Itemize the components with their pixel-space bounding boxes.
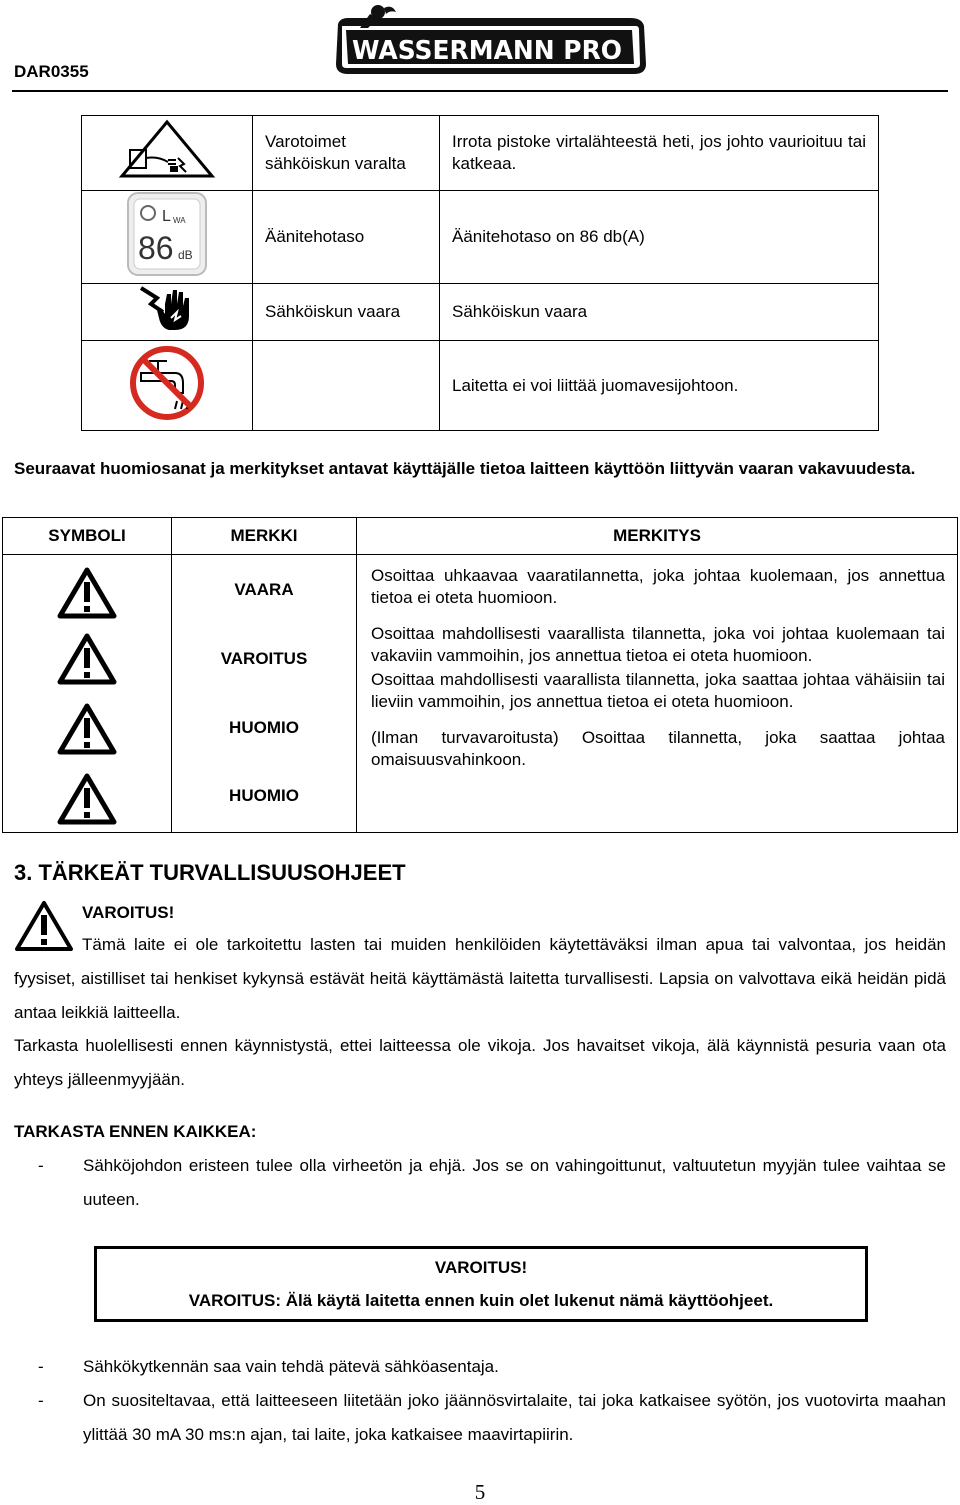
sound-power-level-icon <box>126 191 208 277</box>
signal-label-caution: HUOMIO <box>229 718 299 737</box>
list-item <box>14 1149 946 1217</box>
symbol-description: Laitetta ei voi liittää juomavesijohtoon. <box>440 341 879 431</box>
signal-meaning: Osoittaa mahdollisesti vaarallista tilannetta, joka saattaa johtaa vähäisiin tai lieviin vammoihin, jos annettua tietoa ei oteta huomioon. <box>371 670 945 711</box>
signal-words-table <box>2 517 958 833</box>
signal-label-warning: VAROITUS <box>220 649 308 668</box>
header-meaning: MERKITYS <box>357 518 958 555</box>
svg-text:86: 86 <box>138 230 174 266</box>
wassermann-pro-logo <box>330 2 652 78</box>
warning-triangle-icon <box>57 773 117 825</box>
symbols-table-row <box>82 284 879 341</box>
symbols-table-row <box>82 116 879 191</box>
document-code: DAR0355 <box>14 62 89 81</box>
svg-text:WASSERMANN PRO: WASSERMANN PRO <box>352 36 622 66</box>
inspection-paragraph: Tarkasta huolellisesti ennen käynnistystä, ettei laitteessa ole vikoja. Jos havaitset vikoja, älä käynnistä pesuria vaan ota yhteys jälleenmyyjään. <box>14 1036 946 1089</box>
list-item-text: Sähkökytkennän saa vain tehdä pätevä sähköasentaja. <box>83 1357 499 1376</box>
signal-meaning: Osoittaa uhkaavaa vaaratilannetta, joka johtaa kuolemaan, jos annettua tietoa ei oteta huomioon. <box>371 566 945 607</box>
svg-text:WA: WA <box>173 216 186 225</box>
list-item <box>14 1384 946 1452</box>
page-number: 5 <box>474 1480 486 1504</box>
symbol-icon-cell <box>82 191 253 284</box>
warning-icons-cell <box>3 555 172 833</box>
warning-triangle-icon <box>57 567 117 619</box>
list-item-text: Sähköjohdon eristeen tulee olla virheetön ja ehjä. Jos se on vahingoittunut, valtuutetun myyjän tulee vaihtaa se uuteen. <box>83 1156 946 1209</box>
list-dash: - <box>38 1156 44 1175</box>
symbols-table-row <box>82 191 879 284</box>
electrical-list <box>14 1350 946 1452</box>
symbol-icon-cell <box>82 284 253 341</box>
symbols-table-row <box>82 341 879 431</box>
symbol-description: Irrota pistoke virtalähteestä heti, jos johto vaurioituu tai katkeaa. <box>440 116 879 191</box>
section-warning-label: VAROITUS! <box>82 903 175 922</box>
signal-table-body-row <box>3 555 958 833</box>
warning-box <box>94 1246 868 1322</box>
header-sign: MERKKI <box>172 518 357 555</box>
electric-shock-hand-icon <box>137 284 197 334</box>
symbol-name <box>253 341 440 431</box>
header-symbol: SYMBOLI <box>3 518 172 555</box>
list-item <box>14 1350 946 1384</box>
warning-triangle-icon <box>57 633 117 685</box>
signal-meaning: (Ilman turvavaroitusta) Osoittaa tilannetta, joka saattaa johtaa omaisuusvahinkoon. <box>371 728 945 769</box>
list-item-text: On suositeltavaa, että laitteeseen liitetään joko jäännösvirtalaite, tai joka katkaisee syötön, jos vuotovirta maahan ylittää 30 mA 30 ms:n ajan, tai laite, joka katkaisee maavirtapiirin. <box>83 1391 946 1444</box>
symbol-description: Äänitehotaso on 86 db(A) <box>440 191 879 284</box>
signal-meaning: Osoittaa mahdollisesti vaarallista tilannetta, joka voi johtaa kuolemaan tai vakaviin vammoihin, jos annettua tietoa ei oteta huomioon. <box>371 624 945 665</box>
intro-text: Seuraavat huomiosanat ja merkitykset antavat käyttäjälle tietoa laitteen käyttöön liittyvän vaaran vakavuudesta. <box>14 459 916 478</box>
electric-plug-warning-icon <box>112 118 222 182</box>
signal-labels-cell <box>172 555 357 833</box>
svg-text:dB: dB <box>178 248 193 262</box>
symbol-name: Äänitehotaso <box>253 191 440 284</box>
list-dash: - <box>38 1391 44 1410</box>
symbol-icon-cell <box>82 341 253 431</box>
symbols-table <box>81 115 879 431</box>
warning-box-title: VAROITUS! <box>434 1258 528 1277</box>
warning-box-text: VAROITUS: Älä käytä laitetta ennen kuin olet lukenut nämä käyttöohjeet. <box>188 1291 774 1310</box>
symbol-icon-cell <box>82 116 253 191</box>
check-heading: TARKASTA ENNEN KAIKKEA: <box>14 1122 257 1141</box>
symbol-name: Varotoimet sähköiskun varalta <box>253 116 440 191</box>
warning-triangle-icon <box>57 703 117 755</box>
signal-label-notice: HUOMIO <box>229 786 299 805</box>
symbol-description: Sähköiskun vaara <box>440 284 879 341</box>
svg-text:L: L <box>162 208 171 225</box>
list-dash: - <box>38 1357 44 1376</box>
check-list <box>14 1149 946 1217</box>
symbol-name: Sähköiskun vaara <box>253 284 440 341</box>
safety-paragraph: Tämä laite ei ole tarkoitettu lasten tai muiden henkilöiden käytettäväksi ilman apua tai valvontaa, jos heidän fyysiset, aistilliset tai henkiset kykynsä estävät heitä käyttämästä laitetta turvallisesti. Lapsia on valvottava eikä heidän pidä antaa leikkiä laitteella. <box>14 935 946 1022</box>
signal-label-danger: VAARA <box>234 580 294 599</box>
header-rule <box>12 90 948 92</box>
section-title: 3. TÄRKEÄT TURVALLISUUSOHJEET <box>14 860 406 885</box>
no-water-tap-icon <box>127 343 207 423</box>
signal-meanings-cell <box>357 555 958 833</box>
